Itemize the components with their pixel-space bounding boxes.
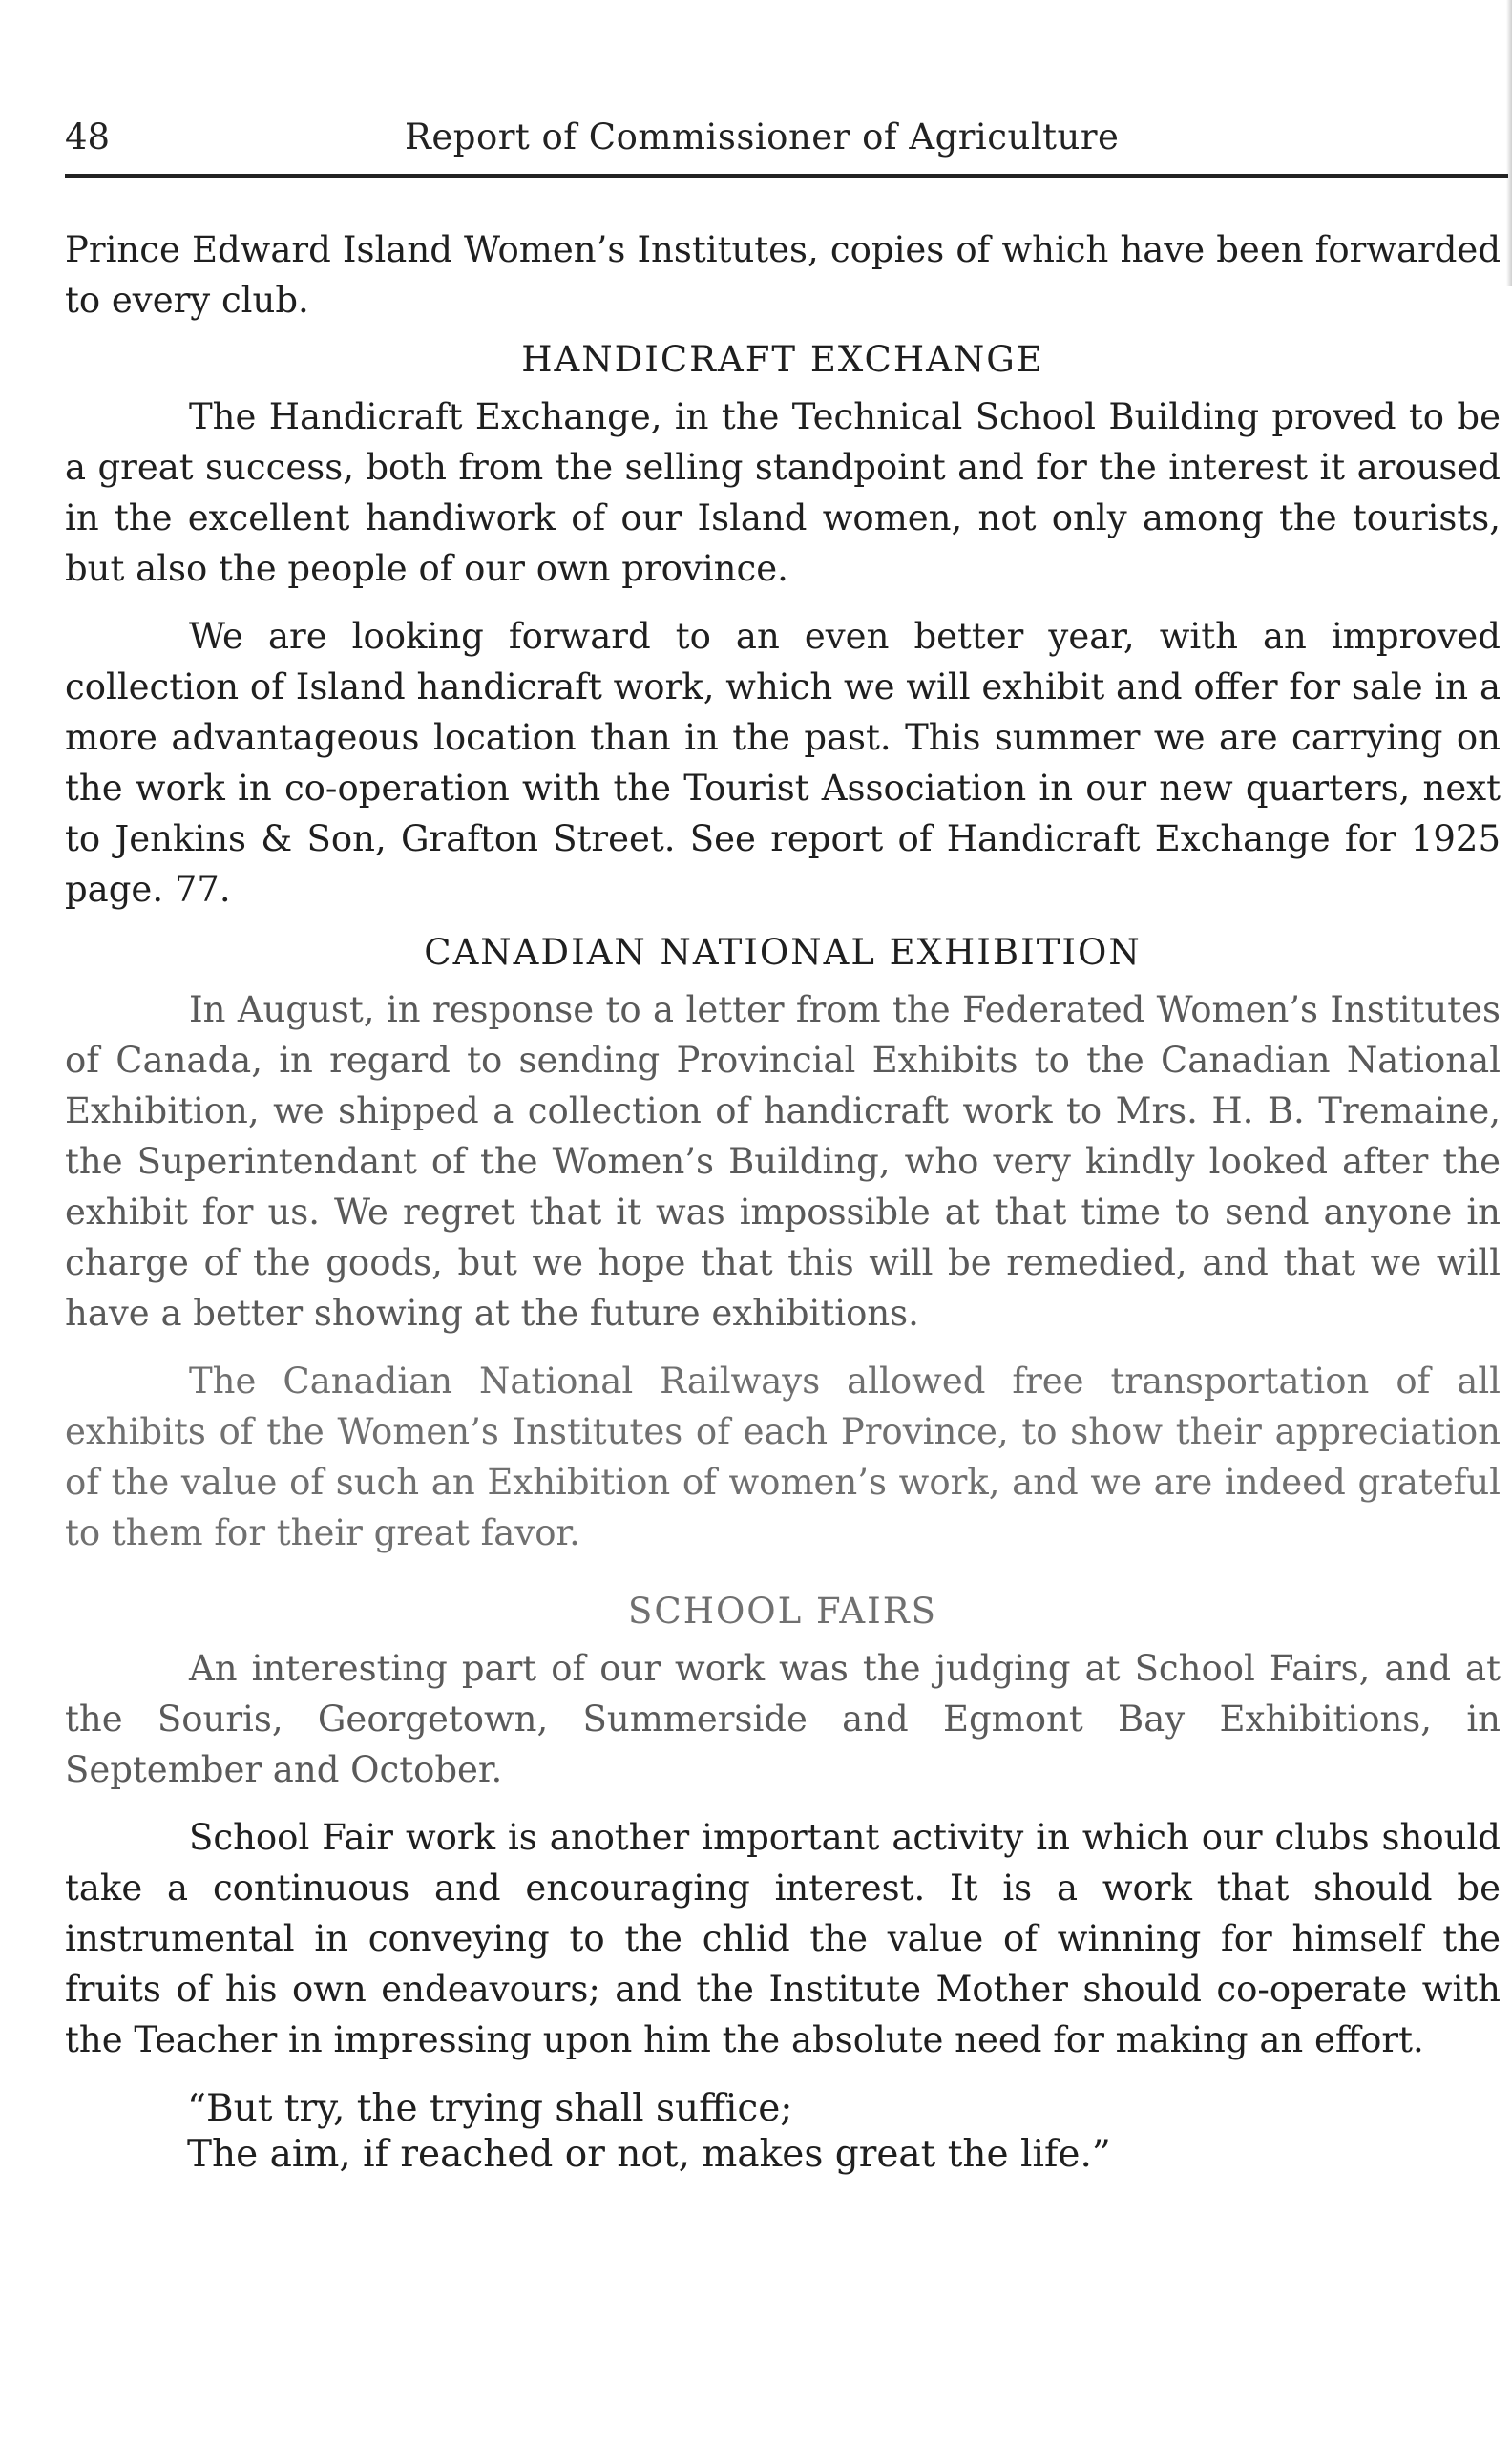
paragraph: We are looking forward to an even better year, with an improved collection of Island handicraft work, which we will exhibit and offer for sale in a more advantageous location than in the past. This summer we are carrying on the work in co-operation with the Tourist Association in our new quarters, next to Jenkins & Son, Grafton Street. See report of Handicraft Exchange for 1925 page. 77.: [65, 616, 1501, 910]
page-edge-shadow: [1506, 0, 1512, 286]
section-heading-school-fairs: SCHOOL FAIRS: [628, 1591, 937, 1632]
paragraph: School Fair work is another important activity in which our clubs should take a continuous and encouraging interest. It is a work that should be instrumental in conveying to the chlid the value of winning for himself the fruits of his own endeavours; and the Institute Mother should co-operate with the Teacher in impressing upon him the absolute need for making an effort.: [65, 1817, 1501, 2060]
document-page: [65, 105, 1504, 2176]
header-rule: [65, 174, 1508, 178]
running-title: Report of Commissioner of Agriculture: [405, 116, 1120, 158]
section-heading-handicraft-exchange: HANDICRAFT EXCHANGE: [521, 339, 1044, 380]
paragraph: An interesting part of our work was the judging at School Fairs, and at the Souris, Georgetown, Summerside and Egmont Bay Exhibitions, in September and October.: [65, 1648, 1501, 1790]
paragraph: The Handicraft Exchange, in the Technical School Building proved to be a great success, both from the selling standpoint and for the interest it aroused in the excellent handiwork of our Island women, not only among the tourists, but also the people of our own province.: [65, 396, 1501, 589]
paragraph: In August, in response to a letter from the Federated Women’s Institutes of Canada, in regard to sending Provincial Exhibits to the Canadian National Exhibition, we shipped a collection of handicraft work to Mrs. H. B. Tremaine, the Superintendant of the Women’s Building, who very kindly looked after the exhibit for us. We regret that it was impossible at that time to send anyone in charge of the goods, but we hope that this will be remedied, and that we will have a better showing at the future exhibitions.: [65, 989, 1501, 1334]
quote-line: The aim, if reached or not, makes great the life.”: [187, 2133, 1111, 2176]
closing-quote: [187, 2086, 1501, 2178]
section-heading-canadian-national-exhibition: CANADIAN NATIONAL EXHIBITION: [424, 932, 1142, 973]
page-content: [65, 224, 1501, 2178]
quote-line: “But try, the trying shall suffice;: [187, 2087, 793, 2130]
page-number: 48: [65, 116, 111, 158]
page-header: [65, 105, 1504, 162]
continuation-paragraph: Prince Edward Island Women’s Institutes, copies of which have been forwarded to every club.: [65, 229, 1501, 321]
paragraph: The Canadian National Railways allowed free transportation of all exhibits of the Women’s Institutes of each Province, to show their appreciation of the value of such an Exhibition of women’s work, and we are indeed grateful to them for their great favor.: [65, 1361, 1501, 1553]
